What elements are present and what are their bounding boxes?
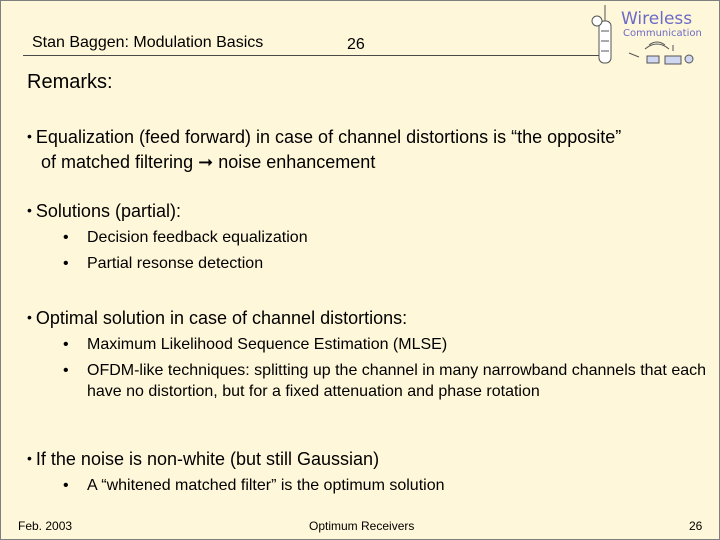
bullet-text: Equalization (feed forward) in case of channel distortions is “the opposite” <box>35 127 622 147</box>
sub-bullet <box>63 475 707 496</box>
bullet-dot: • <box>27 202 32 218</box>
sub-bullet-text: Decision feedback equalization <box>87 229 308 246</box>
sub-bullet <box>63 360 707 402</box>
bullet-text: Optimal solution in case of channel distortions: <box>35 308 408 328</box>
bullet-dot: • <box>27 309 32 325</box>
sub-bullet-dot: • <box>63 336 69 353</box>
bullet-optimal-solution <box>27 306 407 331</box>
wireless-communication-logo <box>589 1 709 73</box>
bullet-dot: • <box>27 128 32 144</box>
bullet-text: Solutions (partial): <box>35 201 181 221</box>
logo-word-wireless: Wireless <box>621 9 693 29</box>
sub-bullet <box>63 253 707 274</box>
header-page-number: 26 <box>347 36 365 53</box>
sub-bullet-dot: • <box>63 362 69 379</box>
bullet-non-white-noise <box>27 447 379 472</box>
header-divider <box>23 55 609 56</box>
sub-bullet-dot: • <box>63 255 69 272</box>
bullet-text: of matched filtering <box>41 152 194 172</box>
sub-bullet-dot: • <box>63 229 69 246</box>
sub-bullet-text: A “whitened matched filter” is the optimum solution <box>87 477 445 494</box>
sub-bullet-text: Maximum Likelihood Sequence Estimation (MLSE) <box>87 336 448 353</box>
sub-bullet-text: Partial resonse detection <box>87 255 264 272</box>
sub-bullet <box>63 334 707 355</box>
header-title: Stan Baggen: Modulation Basics <box>32 34 264 51</box>
logo-word-communication: Communication <box>623 28 702 39</box>
remarks-heading: Remarks: <box>27 71 113 93</box>
sub-bullet <box>63 227 707 248</box>
bullet-equalization <box>27 125 621 174</box>
bullet-dot: • <box>27 450 32 466</box>
sub-bullet-text: OFDM-like techniques: splitting up the channel in many narrowband channels that each have no distortion, but for a fixed attenuation and phase rotation <box>87 362 707 400</box>
bullet-text: noise enhancement <box>218 152 376 172</box>
sub-bullet-dot: • <box>63 477 69 494</box>
footer-date: Feb. 2003 <box>18 519 73 533</box>
bullet-text: If the noise is non-white (but still Gaussian) <box>35 449 380 469</box>
footer-page-number: 26 <box>689 519 703 533</box>
footer-title: Optimum Receivers <box>309 519 415 533</box>
bullet-solutions <box>27 199 181 224</box>
arrow-right-icon: ➞ <box>198 152 214 172</box>
